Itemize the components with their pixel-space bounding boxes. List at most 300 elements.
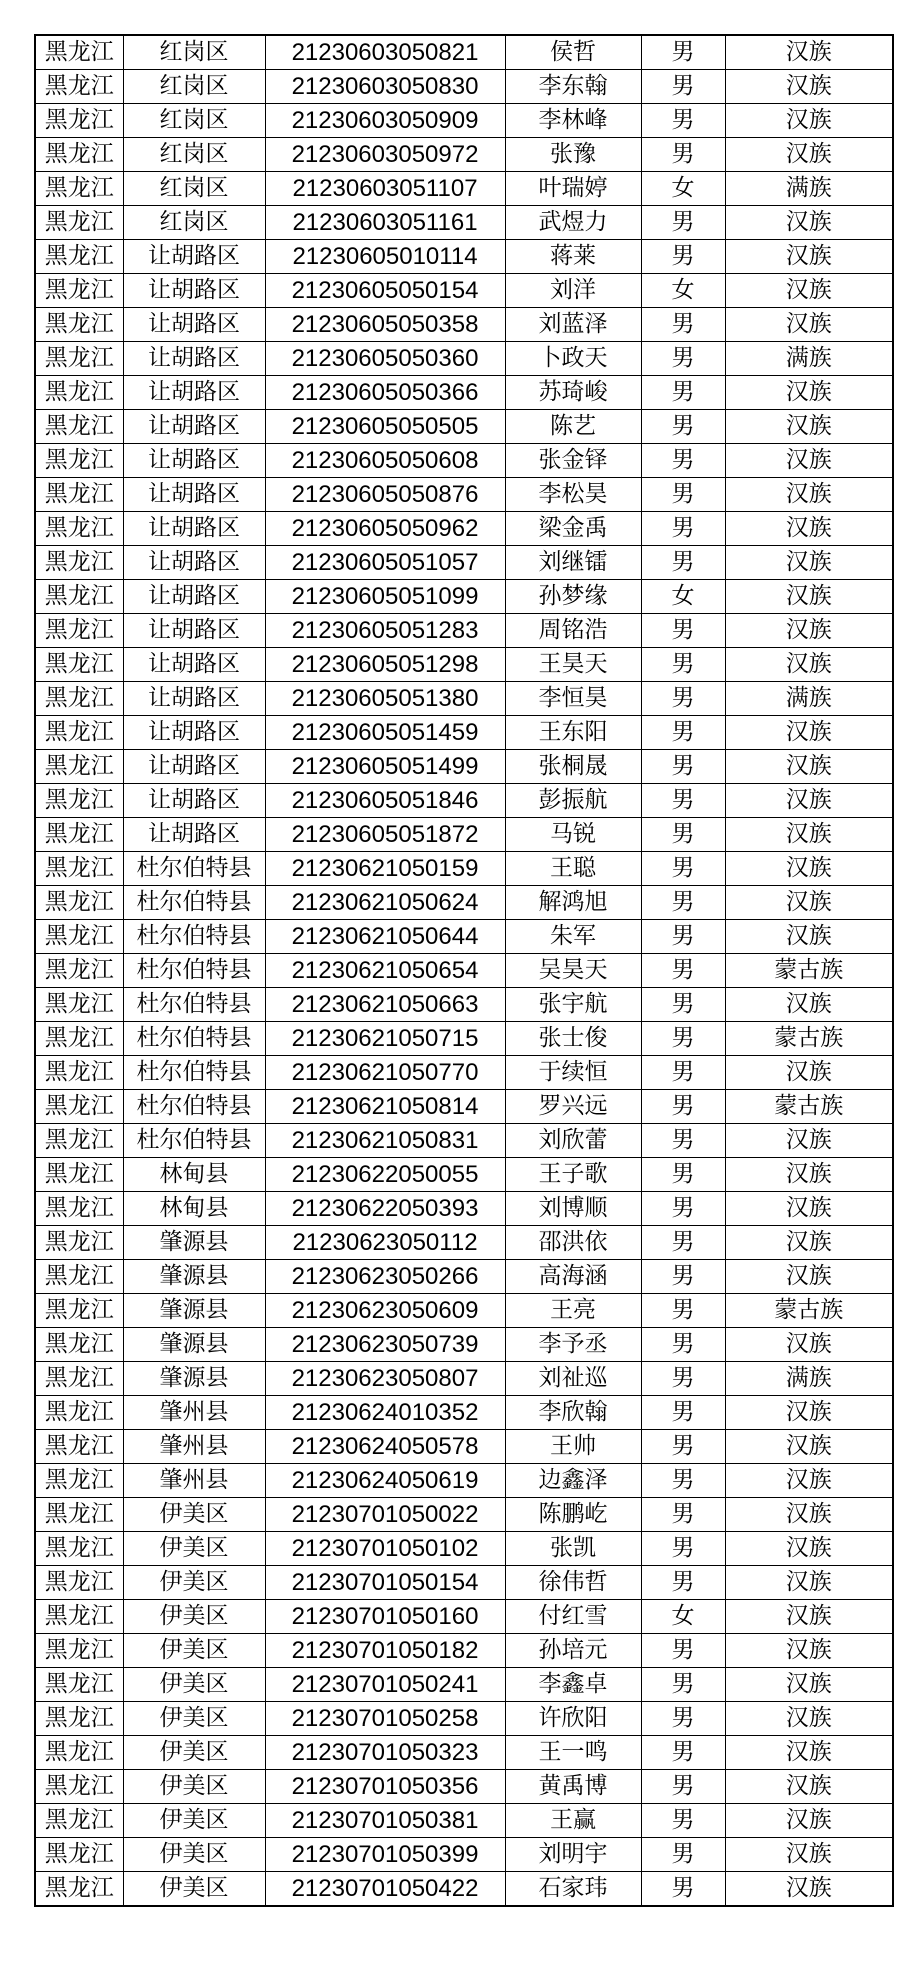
gender-cell: 男 bbox=[641, 308, 725, 342]
name-cell: 张凯 bbox=[505, 1532, 641, 1566]
gender-cell: 男 bbox=[641, 988, 725, 1022]
gender-cell: 男 bbox=[641, 376, 725, 410]
table-row bbox=[35, 35, 893, 70]
table-row bbox=[35, 852, 893, 886]
name-cell: 王亮 bbox=[505, 1294, 641, 1328]
table-row bbox=[35, 1770, 893, 1804]
province-cell: 黑龙江 bbox=[35, 988, 123, 1022]
district-cell: 让胡路区 bbox=[123, 614, 265, 648]
exam-number-cell: 21230605050358 bbox=[265, 308, 505, 342]
name-cell: 王赢 bbox=[505, 1804, 641, 1838]
name-cell: 邵洪依 bbox=[505, 1226, 641, 1260]
exam-number-cell: 21230701050399 bbox=[265, 1838, 505, 1872]
gender-cell: 女 bbox=[641, 1600, 725, 1634]
province-cell: 黑龙江 bbox=[35, 1872, 123, 1907]
table-row bbox=[35, 784, 893, 818]
gender-cell: 男 bbox=[641, 1124, 725, 1158]
name-cell: 徐伟哲 bbox=[505, 1566, 641, 1600]
table-row bbox=[35, 682, 893, 716]
exam-number-cell: 21230701050182 bbox=[265, 1634, 505, 1668]
table-row bbox=[35, 1396, 893, 1430]
district-cell: 肇州县 bbox=[123, 1430, 265, 1464]
province-cell: 黑龙江 bbox=[35, 546, 123, 580]
exam-number-cell: 21230701050258 bbox=[265, 1702, 505, 1736]
ethnicity-cell: 汉族 bbox=[725, 886, 893, 920]
table-row bbox=[35, 648, 893, 682]
exam-number-cell: 21230605051459 bbox=[265, 716, 505, 750]
ethnicity-cell: 汉族 bbox=[725, 1498, 893, 1532]
province-cell: 黑龙江 bbox=[35, 70, 123, 104]
name-cell: 王聪 bbox=[505, 852, 641, 886]
province-cell: 黑龙江 bbox=[35, 954, 123, 988]
province-cell: 黑龙江 bbox=[35, 784, 123, 818]
exam-number-cell: 21230605051872 bbox=[265, 818, 505, 852]
exam-number-cell: 21230701050356 bbox=[265, 1770, 505, 1804]
province-cell: 黑龙江 bbox=[35, 1804, 123, 1838]
table-row bbox=[35, 1838, 893, 1872]
province-cell: 黑龙江 bbox=[35, 1090, 123, 1124]
name-cell: 李松昊 bbox=[505, 478, 641, 512]
province-cell: 黑龙江 bbox=[35, 1634, 123, 1668]
gender-cell: 男 bbox=[641, 1634, 725, 1668]
name-cell: 刘博顺 bbox=[505, 1192, 641, 1226]
district-cell: 林甸县 bbox=[123, 1158, 265, 1192]
district-cell: 伊美区 bbox=[123, 1770, 265, 1804]
district-cell: 红岗区 bbox=[123, 206, 265, 240]
name-cell: 刘欣蕾 bbox=[505, 1124, 641, 1158]
name-cell: 陈艺 bbox=[505, 410, 641, 444]
name-cell: 叶瑞婷 bbox=[505, 172, 641, 206]
exam-number-cell: 21230605051283 bbox=[265, 614, 505, 648]
gender-cell: 男 bbox=[641, 1736, 725, 1770]
district-cell: 让胡路区 bbox=[123, 716, 265, 750]
ethnicity-cell: 汉族 bbox=[725, 1328, 893, 1362]
name-cell: 陈鹏屹 bbox=[505, 1498, 641, 1532]
exam-number-cell: 21230605051846 bbox=[265, 784, 505, 818]
gender-cell: 男 bbox=[641, 1498, 725, 1532]
ethnicity-cell: 汉族 bbox=[725, 35, 893, 70]
ethnicity-cell: 汉族 bbox=[725, 546, 893, 580]
exam-number-cell: 21230621050663 bbox=[265, 988, 505, 1022]
ethnicity-cell: 汉族 bbox=[725, 1464, 893, 1498]
province-cell: 黑龙江 bbox=[35, 716, 123, 750]
gender-cell: 女 bbox=[641, 580, 725, 614]
province-cell: 黑龙江 bbox=[35, 308, 123, 342]
name-cell: 刘洋 bbox=[505, 274, 641, 308]
exam-number-cell: 21230605050360 bbox=[265, 342, 505, 376]
district-cell: 伊美区 bbox=[123, 1702, 265, 1736]
gender-cell: 男 bbox=[641, 818, 725, 852]
exam-number-cell: 21230701050022 bbox=[265, 1498, 505, 1532]
table-row bbox=[35, 1226, 893, 1260]
district-cell: 让胡路区 bbox=[123, 342, 265, 376]
table-row bbox=[35, 410, 893, 444]
name-cell: 付红雪 bbox=[505, 1600, 641, 1634]
table-row bbox=[35, 614, 893, 648]
name-cell: 黄禹博 bbox=[505, 1770, 641, 1804]
district-cell: 肇源县 bbox=[123, 1226, 265, 1260]
district-cell: 让胡路区 bbox=[123, 546, 265, 580]
table-row bbox=[35, 240, 893, 274]
gender-cell: 男 bbox=[641, 1362, 725, 1396]
province-cell: 黑龙江 bbox=[35, 1600, 123, 1634]
province-cell: 黑龙江 bbox=[35, 648, 123, 682]
table-row bbox=[35, 1362, 893, 1396]
ethnicity-cell: 蒙古族 bbox=[725, 1022, 893, 1056]
table-row bbox=[35, 716, 893, 750]
ethnicity-cell: 汉族 bbox=[725, 274, 893, 308]
exam-number-cell: 21230701050422 bbox=[265, 1872, 505, 1907]
gender-cell: 男 bbox=[641, 750, 725, 784]
name-cell: 蒋莱 bbox=[505, 240, 641, 274]
province-cell: 黑龙江 bbox=[35, 1226, 123, 1260]
name-cell: 高海涵 bbox=[505, 1260, 641, 1294]
table-row bbox=[35, 1600, 893, 1634]
gender-cell: 男 bbox=[641, 1260, 725, 1294]
ethnicity-cell: 汉族 bbox=[725, 1668, 893, 1702]
gender-cell: 男 bbox=[641, 206, 725, 240]
district-cell: 肇州县 bbox=[123, 1464, 265, 1498]
ethnicity-cell: 汉族 bbox=[725, 478, 893, 512]
ethnicity-cell: 汉族 bbox=[725, 1600, 893, 1634]
name-cell: 梁金禹 bbox=[505, 512, 641, 546]
district-cell: 伊美区 bbox=[123, 1872, 265, 1907]
ethnicity-cell: 蒙古族 bbox=[725, 1090, 893, 1124]
gender-cell: 男 bbox=[641, 1838, 725, 1872]
exam-number-cell: 21230621050159 bbox=[265, 852, 505, 886]
ethnicity-cell: 蒙古族 bbox=[725, 1294, 893, 1328]
district-cell: 红岗区 bbox=[123, 70, 265, 104]
province-cell: 黑龙江 bbox=[35, 1396, 123, 1430]
gender-cell: 男 bbox=[641, 444, 725, 478]
ethnicity-cell: 汉族 bbox=[725, 750, 893, 784]
ethnicity-cell: 汉族 bbox=[725, 1872, 893, 1907]
ethnicity-cell: 汉族 bbox=[725, 1634, 893, 1668]
district-cell: 让胡路区 bbox=[123, 376, 265, 410]
exam-number-cell: 21230621050715 bbox=[265, 1022, 505, 1056]
exam-number-cell: 21230621050770 bbox=[265, 1056, 505, 1090]
name-cell: 张金铎 bbox=[505, 444, 641, 478]
ethnicity-cell: 满族 bbox=[725, 1362, 893, 1396]
district-cell: 肇州县 bbox=[123, 1396, 265, 1430]
name-cell: 李予丞 bbox=[505, 1328, 641, 1362]
table-row bbox=[35, 1566, 893, 1600]
name-cell: 彭振航 bbox=[505, 784, 641, 818]
name-cell: 周铭浩 bbox=[505, 614, 641, 648]
exam-number-cell: 21230605051298 bbox=[265, 648, 505, 682]
ethnicity-cell: 蒙古族 bbox=[725, 954, 893, 988]
exam-number-cell: 21230621050654 bbox=[265, 954, 505, 988]
ethnicity-cell: 汉族 bbox=[725, 1124, 893, 1158]
ethnicity-cell: 汉族 bbox=[725, 70, 893, 104]
gender-cell: 男 bbox=[641, 1056, 725, 1090]
district-cell: 杜尔伯特县 bbox=[123, 1124, 265, 1158]
ethnicity-cell: 汉族 bbox=[725, 1702, 893, 1736]
province-cell: 黑龙江 bbox=[35, 1532, 123, 1566]
exam-number-cell: 21230605051057 bbox=[265, 546, 505, 580]
ethnicity-cell: 汉族 bbox=[725, 784, 893, 818]
gender-cell: 男 bbox=[641, 716, 725, 750]
gender-cell: 男 bbox=[641, 1566, 725, 1600]
district-cell: 伊美区 bbox=[123, 1634, 265, 1668]
gender-cell: 女 bbox=[641, 274, 725, 308]
gender-cell: 男 bbox=[641, 1464, 725, 1498]
ethnicity-cell: 汉族 bbox=[725, 648, 893, 682]
district-cell: 红岗区 bbox=[123, 172, 265, 206]
gender-cell: 男 bbox=[641, 138, 725, 172]
table-row bbox=[35, 750, 893, 784]
name-cell: 李东翰 bbox=[505, 70, 641, 104]
exam-number-cell: 21230701050160 bbox=[265, 1600, 505, 1634]
gender-cell: 男 bbox=[641, 954, 725, 988]
district-cell: 伊美区 bbox=[123, 1736, 265, 1770]
name-cell: 李恒昊 bbox=[505, 682, 641, 716]
table-row bbox=[35, 274, 893, 308]
gender-cell: 女 bbox=[641, 172, 725, 206]
table-row bbox=[35, 444, 893, 478]
ethnicity-cell: 汉族 bbox=[725, 410, 893, 444]
gender-cell: 男 bbox=[641, 1396, 725, 1430]
gender-cell: 男 bbox=[641, 1090, 725, 1124]
table-row bbox=[35, 580, 893, 614]
name-cell: 侯哲 bbox=[505, 35, 641, 70]
gender-cell: 男 bbox=[641, 478, 725, 512]
district-cell: 杜尔伯特县 bbox=[123, 1022, 265, 1056]
ethnicity-cell: 汉族 bbox=[725, 1736, 893, 1770]
district-cell: 让胡路区 bbox=[123, 274, 265, 308]
gender-cell: 男 bbox=[641, 784, 725, 818]
district-cell: 肇源县 bbox=[123, 1328, 265, 1362]
province-cell: 黑龙江 bbox=[35, 1022, 123, 1056]
province-cell: 黑龙江 bbox=[35, 1260, 123, 1294]
province-cell: 黑龙江 bbox=[35, 512, 123, 546]
province-cell: 黑龙江 bbox=[35, 682, 123, 716]
district-cell: 伊美区 bbox=[123, 1804, 265, 1838]
ethnicity-cell: 汉族 bbox=[725, 716, 893, 750]
records-table-body bbox=[35, 35, 893, 1906]
province-cell: 黑龙江 bbox=[35, 1566, 123, 1600]
name-cell: 张桐晟 bbox=[505, 750, 641, 784]
exam-number-cell: 21230605050876 bbox=[265, 478, 505, 512]
district-cell: 林甸县 bbox=[123, 1192, 265, 1226]
province-cell: 黑龙江 bbox=[35, 1464, 123, 1498]
name-cell: 石家玮 bbox=[505, 1872, 641, 1907]
district-cell: 让胡路区 bbox=[123, 750, 265, 784]
table-row bbox=[35, 1804, 893, 1838]
table-row bbox=[35, 546, 893, 580]
name-cell: 王帅 bbox=[505, 1430, 641, 1464]
table-row bbox=[35, 1872, 893, 1907]
table-row bbox=[35, 308, 893, 342]
exam-number-cell: 21230621050644 bbox=[265, 920, 505, 954]
district-cell: 伊美区 bbox=[123, 1600, 265, 1634]
gender-cell: 男 bbox=[641, 410, 725, 444]
name-cell: 卜政天 bbox=[505, 342, 641, 376]
table-row bbox=[35, 1702, 893, 1736]
province-cell: 黑龙江 bbox=[35, 1770, 123, 1804]
exam-number-cell: 21230603050830 bbox=[265, 70, 505, 104]
province-cell: 黑龙江 bbox=[35, 1328, 123, 1362]
table-row bbox=[35, 1192, 893, 1226]
ethnicity-cell: 汉族 bbox=[725, 1430, 893, 1464]
table-row bbox=[35, 1532, 893, 1566]
exam-number-cell: 21230701050323 bbox=[265, 1736, 505, 1770]
district-cell: 让胡路区 bbox=[123, 580, 265, 614]
table-row bbox=[35, 376, 893, 410]
ethnicity-cell: 汉族 bbox=[725, 580, 893, 614]
gender-cell: 男 bbox=[641, 920, 725, 954]
exam-number-cell: 21230624010352 bbox=[265, 1396, 505, 1430]
gender-cell: 男 bbox=[641, 682, 725, 716]
province-cell: 黑龙江 bbox=[35, 580, 123, 614]
ethnicity-cell: 汉族 bbox=[725, 614, 893, 648]
province-cell: 黑龙江 bbox=[35, 342, 123, 376]
gender-cell: 男 bbox=[641, 1430, 725, 1464]
province-cell: 黑龙江 bbox=[35, 1192, 123, 1226]
district-cell: 红岗区 bbox=[123, 104, 265, 138]
gender-cell: 男 bbox=[641, 1294, 725, 1328]
name-cell: 于续恒 bbox=[505, 1056, 641, 1090]
ethnicity-cell: 汉族 bbox=[725, 444, 893, 478]
district-cell: 杜尔伯特县 bbox=[123, 920, 265, 954]
ethnicity-cell: 汉族 bbox=[725, 240, 893, 274]
table-row bbox=[35, 1294, 893, 1328]
name-cell: 刘明宇 bbox=[505, 1838, 641, 1872]
name-cell: 张豫 bbox=[505, 138, 641, 172]
table-row bbox=[35, 70, 893, 104]
gender-cell: 男 bbox=[641, 70, 725, 104]
table-row bbox=[35, 1158, 893, 1192]
exam-number-cell: 21230624050619 bbox=[265, 1464, 505, 1498]
exam-number-cell: 21230701050381 bbox=[265, 1804, 505, 1838]
province-cell: 黑龙江 bbox=[35, 1124, 123, 1158]
district-cell: 红岗区 bbox=[123, 35, 265, 70]
province-cell: 黑龙江 bbox=[35, 750, 123, 784]
table-row bbox=[35, 1124, 893, 1158]
ethnicity-cell: 汉族 bbox=[725, 1260, 893, 1294]
exam-number-cell: 21230622050055 bbox=[265, 1158, 505, 1192]
district-cell: 让胡路区 bbox=[123, 648, 265, 682]
province-cell: 黑龙江 bbox=[35, 1056, 123, 1090]
district-cell: 让胡路区 bbox=[123, 308, 265, 342]
district-cell: 杜尔伯特县 bbox=[123, 852, 265, 886]
exam-number-cell: 21230621050831 bbox=[265, 1124, 505, 1158]
gender-cell: 男 bbox=[641, 1872, 725, 1907]
ethnicity-cell: 汉族 bbox=[725, 1532, 893, 1566]
district-cell: 杜尔伯特县 bbox=[123, 1090, 265, 1124]
table-row bbox=[35, 1634, 893, 1668]
ethnicity-cell: 汉族 bbox=[725, 852, 893, 886]
gender-cell: 男 bbox=[641, 104, 725, 138]
table-row bbox=[35, 1430, 893, 1464]
name-cell: 王昊天 bbox=[505, 648, 641, 682]
gender-cell: 男 bbox=[641, 512, 725, 546]
exam-number-cell: 21230605051099 bbox=[265, 580, 505, 614]
district-cell: 让胡路区 bbox=[123, 512, 265, 546]
ethnicity-cell: 汉族 bbox=[725, 1770, 893, 1804]
district-cell: 让胡路区 bbox=[123, 682, 265, 716]
province-cell: 黑龙江 bbox=[35, 240, 123, 274]
district-cell: 红岗区 bbox=[123, 138, 265, 172]
name-cell: 苏琦峻 bbox=[505, 376, 641, 410]
province-cell: 黑龙江 bbox=[35, 206, 123, 240]
exam-number-cell: 21230605050505 bbox=[265, 410, 505, 444]
ethnicity-cell: 汉族 bbox=[725, 376, 893, 410]
name-cell: 边鑫泽 bbox=[505, 1464, 641, 1498]
gender-cell: 男 bbox=[641, 852, 725, 886]
province-cell: 黑龙江 bbox=[35, 35, 123, 70]
name-cell: 李欣翰 bbox=[505, 1396, 641, 1430]
province-cell: 黑龙江 bbox=[35, 614, 123, 648]
ethnicity-cell: 汉族 bbox=[725, 920, 893, 954]
name-cell: 吴昊天 bbox=[505, 954, 641, 988]
table-row bbox=[35, 1328, 893, 1362]
province-cell: 黑龙江 bbox=[35, 1362, 123, 1396]
exam-number-cell: 21230623050609 bbox=[265, 1294, 505, 1328]
gender-cell: 男 bbox=[641, 1226, 725, 1260]
exam-number-cell: 21230605050608 bbox=[265, 444, 505, 478]
exam-number-cell: 21230701050154 bbox=[265, 1566, 505, 1600]
district-cell: 肇源县 bbox=[123, 1362, 265, 1396]
province-cell: 黑龙江 bbox=[35, 478, 123, 512]
table-row bbox=[35, 1668, 893, 1702]
province-cell: 黑龙江 bbox=[35, 1838, 123, 1872]
gender-cell: 男 bbox=[641, 1804, 725, 1838]
gender-cell: 男 bbox=[641, 886, 725, 920]
table-row bbox=[35, 1022, 893, 1056]
table-row bbox=[35, 1736, 893, 1770]
table-row bbox=[35, 886, 893, 920]
ethnicity-cell: 汉族 bbox=[725, 1226, 893, 1260]
exam-number-cell: 21230603051161 bbox=[265, 206, 505, 240]
district-cell: 让胡路区 bbox=[123, 818, 265, 852]
province-cell: 黑龙江 bbox=[35, 1158, 123, 1192]
province-cell: 黑龙江 bbox=[35, 920, 123, 954]
gender-cell: 男 bbox=[641, 1158, 725, 1192]
name-cell: 刘蓝泽 bbox=[505, 308, 641, 342]
gender-cell: 男 bbox=[641, 1702, 725, 1736]
exam-number-cell: 21230603051107 bbox=[265, 172, 505, 206]
province-cell: 黑龙江 bbox=[35, 1430, 123, 1464]
district-cell: 杜尔伯特县 bbox=[123, 954, 265, 988]
name-cell: 武煜力 bbox=[505, 206, 641, 240]
table-row bbox=[35, 512, 893, 546]
district-cell: 让胡路区 bbox=[123, 410, 265, 444]
province-cell: 黑龙江 bbox=[35, 274, 123, 308]
name-cell: 解鸿旭 bbox=[505, 886, 641, 920]
province-cell: 黑龙江 bbox=[35, 818, 123, 852]
gender-cell: 男 bbox=[641, 342, 725, 376]
exam-number-cell: 21230623050739 bbox=[265, 1328, 505, 1362]
exam-number-cell: 21230603050821 bbox=[265, 35, 505, 70]
gender-cell: 男 bbox=[641, 648, 725, 682]
gender-cell: 男 bbox=[641, 614, 725, 648]
ethnicity-cell: 汉族 bbox=[725, 1396, 893, 1430]
table-row bbox=[35, 1464, 893, 1498]
exam-number-cell: 21230621050814 bbox=[265, 1090, 505, 1124]
table-row bbox=[35, 342, 893, 376]
ethnicity-cell: 汉族 bbox=[725, 104, 893, 138]
table-row bbox=[35, 104, 893, 138]
gender-cell: 男 bbox=[641, 240, 725, 274]
table-row bbox=[35, 206, 893, 240]
exam-number-cell: 21230701050241 bbox=[265, 1668, 505, 1702]
district-cell: 杜尔伯特县 bbox=[123, 988, 265, 1022]
district-cell: 伊美区 bbox=[123, 1566, 265, 1600]
ethnicity-cell: 汉族 bbox=[725, 138, 893, 172]
gender-cell: 男 bbox=[641, 1022, 725, 1056]
province-cell: 黑龙江 bbox=[35, 104, 123, 138]
